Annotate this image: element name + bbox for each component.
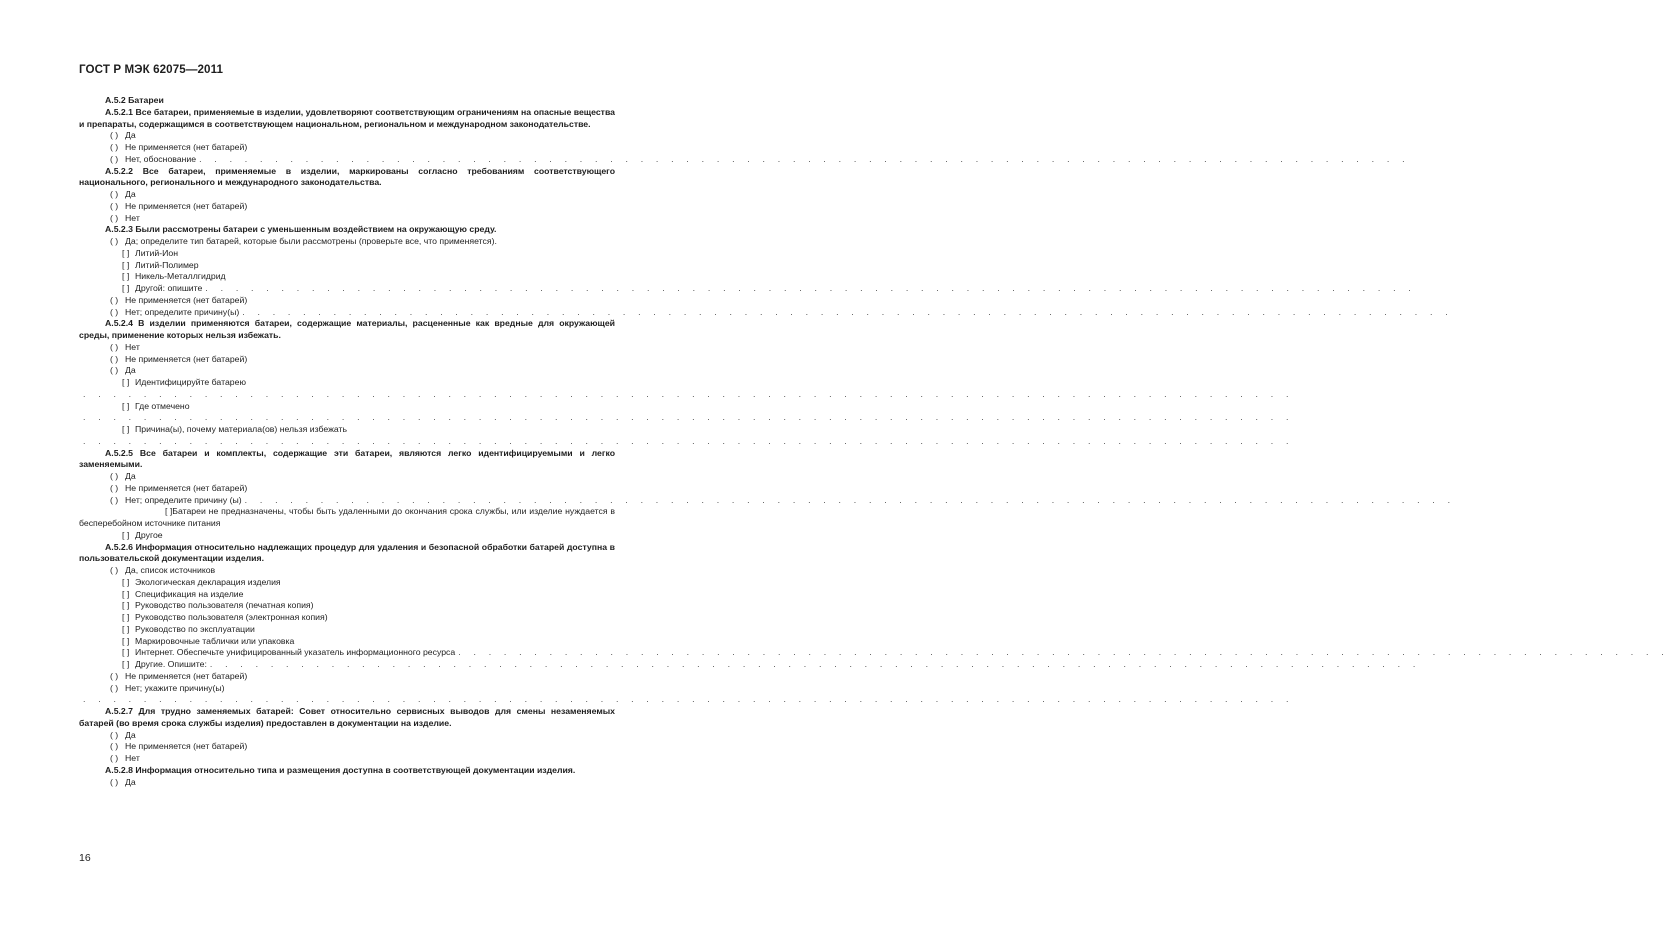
line-text: Нет; определите причину (ы) <box>125 494 242 505</box>
radio-marker: ( ) <box>110 753 119 763</box>
dot-leader: . . . . . . . . . . . . . . . . . . . . . . . . . . . . . . . . . . . . . . . . . . . . . . . . . . . . . . . . . . . . . . . . . . . . . . . . . . . . . . . . <box>209 659 1421 669</box>
dotted-fill-line: . . . . . . . . . . . . . . . . . . . . . . . . . . . . . . . . . . . . . . . . . . . . . . . . . . . . . . . . . . . . . . . . . . . . . . . . . . . . . . . . <box>83 694 1294 705</box>
line-text: Спецификация на изделие <box>135 588 244 599</box>
line-text: Другой: опишите <box>135 283 203 293</box>
radio-marker: ( ) <box>110 153 119 164</box>
checkbox-option <box>79 647 1669 659</box>
line-text: Да <box>125 471 136 481</box>
radio-marker: ( ) <box>110 670 119 681</box>
line-text: Не применяется (нет батарей) <box>125 670 248 681</box>
radio-option <box>79 741 615 753</box>
checkbox-option <box>79 424 615 436</box>
clause-paragraph <box>79 107 615 131</box>
line-text: Причина(ы), почему материала(ов) нельзя избежать <box>135 424 348 434</box>
radio-marker: ( ) <box>110 341 119 352</box>
checkbox-marker: [ ] <box>122 659 130 669</box>
lead-label <box>110 154 196 166</box>
line-text: Да; определите тип батарей, которые были рассмотрены (проверьте все, что применяется). <box>125 236 497 246</box>
checkbox-option <box>79 530 615 542</box>
radio-option <box>79 153 1410 166</box>
checkbox-option <box>79 659 1421 671</box>
checkbox-marker: [ ] <box>122 424 130 434</box>
line-text: А.5.2.7 Для трудно заменяемых батарей: Совет относительно сервисных выводов для смены незаменяемых батарей (во время срока службы изделия) предоставлен в документации на изделие. <box>79 706 615 728</box>
line-text: Литий-Полимер <box>135 259 199 270</box>
radio-option <box>79 213 615 225</box>
dotted-fill-line: . . . . . . . . . . . . . . . . . . . . . . . . . . . . . . . . . . . . . . . . . . . . . . . . . . . . . . . . . . . . . . . . . . . . . . . . . . . . . . . . <box>83 435 1294 446</box>
radio-option <box>79 683 615 695</box>
line-text: Да, список источников <box>125 565 216 575</box>
checkbox-option <box>79 377 615 389</box>
clause-paragraph <box>79 166 615 190</box>
checkbox-marker: [ ] <box>122 647 130 658</box>
radio-marker: ( ) <box>110 236 119 246</box>
radio-marker: ( ) <box>110 294 119 305</box>
checkbox-marker: [ ] <box>122 400 130 411</box>
radio-marker: ( ) <box>110 682 119 693</box>
radio-option <box>79 730 615 742</box>
lead-label <box>110 495 242 507</box>
checkbox-option <box>79 636 615 648</box>
line-text: Нет <box>125 212 140 223</box>
checkbox-marker: [ ] <box>165 506 173 517</box>
line-text: Руководство пользователя (печатная копия) <box>135 600 314 611</box>
radio-marker: ( ) <box>110 471 119 481</box>
line-text: А.5.2.3 Были рассмотрены батареи с уменьшенным воздействием на окружающую среду. <box>105 224 497 235</box>
radio-option <box>79 130 615 142</box>
checkbox-marker: [ ] <box>122 271 130 282</box>
line-text: Не применяется (нет батарей) <box>125 294 248 305</box>
line-text: Руководство по эксплуатации <box>135 623 255 634</box>
line-text: Да <box>125 130 136 141</box>
radio-option <box>79 753 615 765</box>
radio-marker: ( ) <box>110 729 119 740</box>
checkbox-marker: [ ] <box>122 377 130 387</box>
dot-leader: . . . . . . . . . . . . . . . . . . . . . . . . . . . . . . . . . . . . . . . . . . . . . . . . . . . . . . . . . . . . . . . . . . . . . . . . . . . . . . . . <box>205 283 1416 293</box>
line-text: Нет, обоснование <box>125 153 197 164</box>
line-text: Нет <box>125 341 140 352</box>
line-text: Да <box>125 189 136 199</box>
radio-option <box>79 236 615 248</box>
line-text: Где отмечено <box>135 400 190 411</box>
dotted-fill-line: . . . . . . . . . . . . . . . . . . . . . . . . . . . . . . . . . . . . . . . . . . . . . . . . . . . . . . . . . . . . . . . . . . . . . . . . . . . . . . . . <box>83 412 1294 423</box>
line-text: Нет; укажите причину(ы) <box>125 682 225 693</box>
radio-marker: ( ) <box>110 189 119 199</box>
clause-paragraph <box>79 765 615 777</box>
checkbox-marker: [ ] <box>122 529 130 540</box>
line-text: Нет <box>125 753 140 763</box>
checkbox-option <box>79 401 615 413</box>
line-text: А.5.2.4 В изделии применяются батареи, содержащие материалы, расцененные как вредные для окружающей среды, применение которых нельзя избежать. <box>79 318 615 340</box>
radio-marker: ( ) <box>110 365 119 376</box>
checkbox-option <box>79 260 615 272</box>
line-text: Никель-Металлгидрид <box>135 271 226 282</box>
line-text: Батареи не предназначены, чтобы быть удаленными до окончания срока службы, или изделие нуждается в бесперебойном источнике питания <box>79 506 615 528</box>
radio-option <box>79 483 615 495</box>
line-text: Руководство пользователя (электронная копия) <box>135 612 328 622</box>
checkbox-option <box>79 283 1416 295</box>
clause-paragraph <box>79 318 615 342</box>
checkbox-option <box>79 589 615 601</box>
radio-option <box>79 565 615 577</box>
line-text: Экологическая декларация изделия <box>135 576 281 587</box>
clause-paragraph <box>79 224 615 236</box>
radio-option <box>79 295 615 307</box>
radio-marker: ( ) <box>110 741 119 752</box>
line-text: А.5.2.2 Все батареи, применяемые в изделии, маркированы согласно требованиям соответствующего национального, регионального и международного законодательства. <box>79 165 615 188</box>
line-text: Да <box>125 776 136 787</box>
line-text: Да <box>125 365 136 376</box>
radio-marker: ( ) <box>110 482 119 493</box>
checkbox-option <box>79 600 615 612</box>
radio-option <box>79 777 615 789</box>
checkbox-marker: [ ] <box>122 588 130 599</box>
radio-option <box>79 365 615 377</box>
line-text: А.5.2.5 Все батареи и комплекты, содержащие эти батареи, являются легко идентифицируемыми и легко заменяемыми. <box>79 447 615 470</box>
radio-marker: ( ) <box>110 494 119 505</box>
line-text: Не применяется (нет батарей) <box>125 741 248 752</box>
line-text: А.5.2.8 Информация относительно типа и размещения доступна в соответствующей документации изделия. <box>105 764 576 775</box>
clause-paragraph <box>79 95 615 107</box>
line-text: Другое <box>135 529 163 540</box>
radio-marker: ( ) <box>110 212 119 223</box>
line-text: А.5.2.1 Все батареи, применяемые в изделии, удовлетворяют соответствующим ограничениям на опасные вещества и препараты, содержащимся в соответствующем национальном, региональном и международном законодательстве. <box>79 106 615 129</box>
dotted-fill-line: . . . . . . . . . . . . . . . . . . . . . . . . . . . . . . . . . . . . . . . . . . . . . . . . . . . . . . . . . . . . . . . . . . . . . . . . . . . . . . . . <box>83 388 1294 399</box>
line-text: Другие. Опишите: <box>135 659 207 669</box>
checkbox-option <box>79 612 615 624</box>
line-text: Идентифицируйте батарею <box>135 377 246 387</box>
radio-option <box>79 354 615 366</box>
line-text: Не применяется (нет батарей) <box>125 200 248 211</box>
checkbox-marker: [ ] <box>122 259 130 270</box>
line-text: Маркировочные таблички или упаковка <box>135 635 295 646</box>
radio-option <box>79 142 615 154</box>
line-text: А.5.2 Батареи <box>105 95 164 105</box>
checkbox-option <box>79 506 615 530</box>
lead-label <box>122 283 202 295</box>
clause-paragraph <box>79 542 615 566</box>
lead-label <box>122 647 455 659</box>
radio-marker: ( ) <box>110 353 119 364</box>
dot-leader: . . . . . . . . . . . . . . . . . . . . . . . . . . . . . . . . . . . . . . . . . . . . . . . . . . . . . . . . . . . . . . . . . . . . . . . . . . . . . . . . <box>244 494 1456 505</box>
checkbox-option <box>79 577 615 589</box>
checkbox-marker: [ ] <box>122 576 130 587</box>
clause-paragraph <box>79 706 615 730</box>
checkbox-marker: [ ] <box>122 612 130 622</box>
radio-marker: ( ) <box>110 306 119 317</box>
radio-option <box>79 494 1456 507</box>
line-text: Интернет. Обеспечьте унифицированный указатель информационного ресурса <box>135 647 456 658</box>
checkbox-marker: [ ] <box>122 247 130 258</box>
checkbox-option <box>79 271 615 283</box>
line-text: Не применяется (нет батарей) <box>125 353 248 364</box>
dot-leader: . . . . . . . . . . . . . . . . . . . . . . . . . . . . . . . . . . . . . . . . . . . . . . . . . . . . . . . . . . . . . . . . . . . . . . . . . . . . . . . . <box>199 153 1410 164</box>
line-text: А.5.2.6 Информация относительно надлежащих процедур для удаления и безопасной обработки батарей доступна в пользовательской документации изделия. <box>79 541 615 564</box>
radio-option <box>79 671 615 683</box>
line-text: Не применяется (нет батарей) <box>125 482 248 493</box>
checkbox-marker: [ ] <box>122 623 130 634</box>
radio-option <box>79 342 615 354</box>
checkbox-marker: [ ] <box>122 600 130 611</box>
document-body <box>79 95 1669 788</box>
checkbox-marker: [ ] <box>122 635 130 646</box>
radio-option <box>79 471 615 483</box>
dot-leader: . . . . . . . . . . . . . . . . . . . . . . . . . . . . . . . . . . . . . . . . . . . . . . . . . . . . . . . . . . . . . . . . . . . . . . . . . . . . . . . . <box>458 647 1669 658</box>
radio-option <box>79 189 615 201</box>
page-number: 16 <box>79 852 91 864</box>
line-text: Да <box>125 729 136 740</box>
checkbox-marker: [ ] <box>122 283 130 293</box>
lead-label <box>110 307 239 319</box>
checkbox-option <box>79 624 615 636</box>
radio-marker: ( ) <box>110 200 119 211</box>
radio-option <box>79 201 615 213</box>
page-header-title: ГОСТ Р МЭК 62075—2011 <box>79 63 224 76</box>
dot-leader: . . . . . . . . . . . . . . . . . . . . . . . . . . . . . . . . . . . . . . . . . . . . . . . . . . . . . . . . . . . . . . . . . . . . . . . . . . . . . . . . <box>242 306 1453 317</box>
radio-marker: ( ) <box>110 130 119 141</box>
radio-option <box>79 306 1453 319</box>
line-text: Не применяется (нет батарей) <box>125 142 248 152</box>
clause-paragraph <box>79 448 615 472</box>
lead-label <box>122 659 207 671</box>
radio-marker: ( ) <box>110 565 119 575</box>
radio-marker: ( ) <box>110 142 119 152</box>
checkbox-option <box>79 248 615 260</box>
line-text: Нет; определите причину(ы) <box>125 306 240 317</box>
radio-marker: ( ) <box>110 776 119 787</box>
line-text: Литий-Ион <box>135 247 179 258</box>
